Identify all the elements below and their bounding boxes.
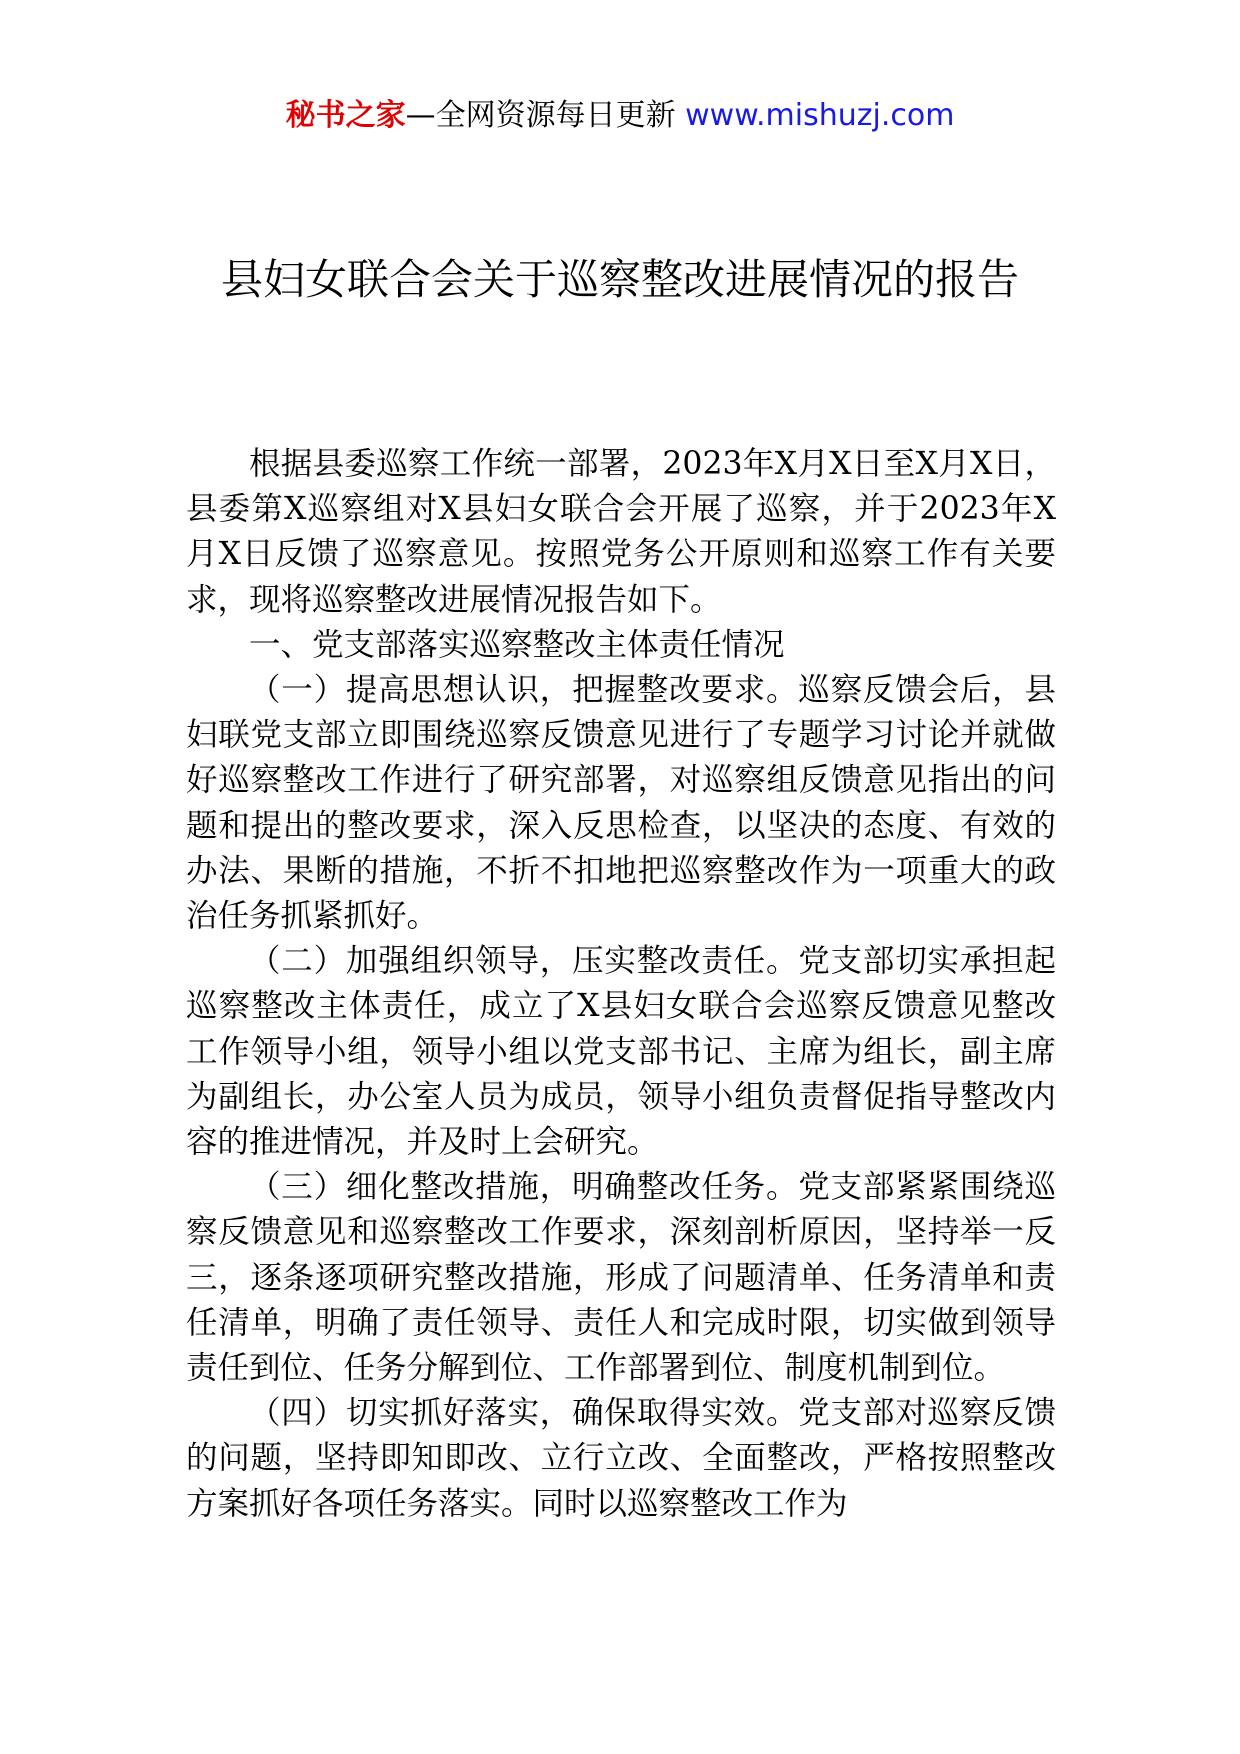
paragraph-item-2: （二）加强组织领导，压实整改责任。党支部切实承担起巡察整改主体责任，成立了X县妇女联合会巡察反馈意见整改工作领导小组，领导小组以党支部书记、主席为组长，副主席为副组长，办公室人员为成员，领导小组负责督促指导整改内容的推进情况，并及时上会研究。 <box>186 943 1056 1161</box>
section-heading-1: 一、党支部落实巡察整改主体责任情况 <box>249 626 785 663</box>
paragraph-item-3: （三）细化整改措施，明确整改任务。党支部紧紧围绕巡察反馈意见和巡察整改工作要求，深刻剖析原因，坚持举一反三，逐条逐项研究整改措施，形成了问题清单、任务清单和责任清单，明确了责任领导、责任人和完成时限，切实做到领导责任到位、任务分解到位、工作部署到位、制度机制到位。 <box>186 1169 1056 1387</box>
website-link[interactable]: www.mishuzj.com <box>685 98 955 133</box>
paragraph-item-4: （四）切实抓好落实，确保取得实效。党支部对巡察反馈的问题，坚持即知即改、立行立改、全面整改，严格按照整改方案抓好各项任务落实。同时以巡察整改工作为 <box>186 1395 1056 1522</box>
document-body <box>186 442 1056 1527</box>
page-header <box>0 96 1240 136</box>
header-tagline: —全网资源每日更新 <box>405 98 686 133</box>
paragraph-intro: 根据县委巡察工作统一部署，2023年X月X日至X月X日，县委第X巡察组对X县妇女联合会开展了巡察，并于2023年X月X日反馈了巡察意见。按照党务公开原则和巡察工作有关要求，现将巡察整改进展情况报告如下。 <box>186 446 1056 618</box>
paragraph-item-1: （一）提高思想认识，把握整改要求。巡察反馈会后，县妇联党支部立即围绕巡察反馈意见进行了专题学习讨论并就做好巡察整改工作进行了研究部署，对巡察组反馈意见指出的问题和提出的整改要求，深入反思检查，以坚决的态度、有效的办法、果断的措施，不折不扣地把巡察整改作为一项重大的政治任务抓紧抓好。 <box>186 672 1056 935</box>
brand-name: 秘书之家 <box>285 98 406 133</box>
document-title: 县妇女联合会关于巡察整改进展情况的报告 <box>220 255 1019 304</box>
